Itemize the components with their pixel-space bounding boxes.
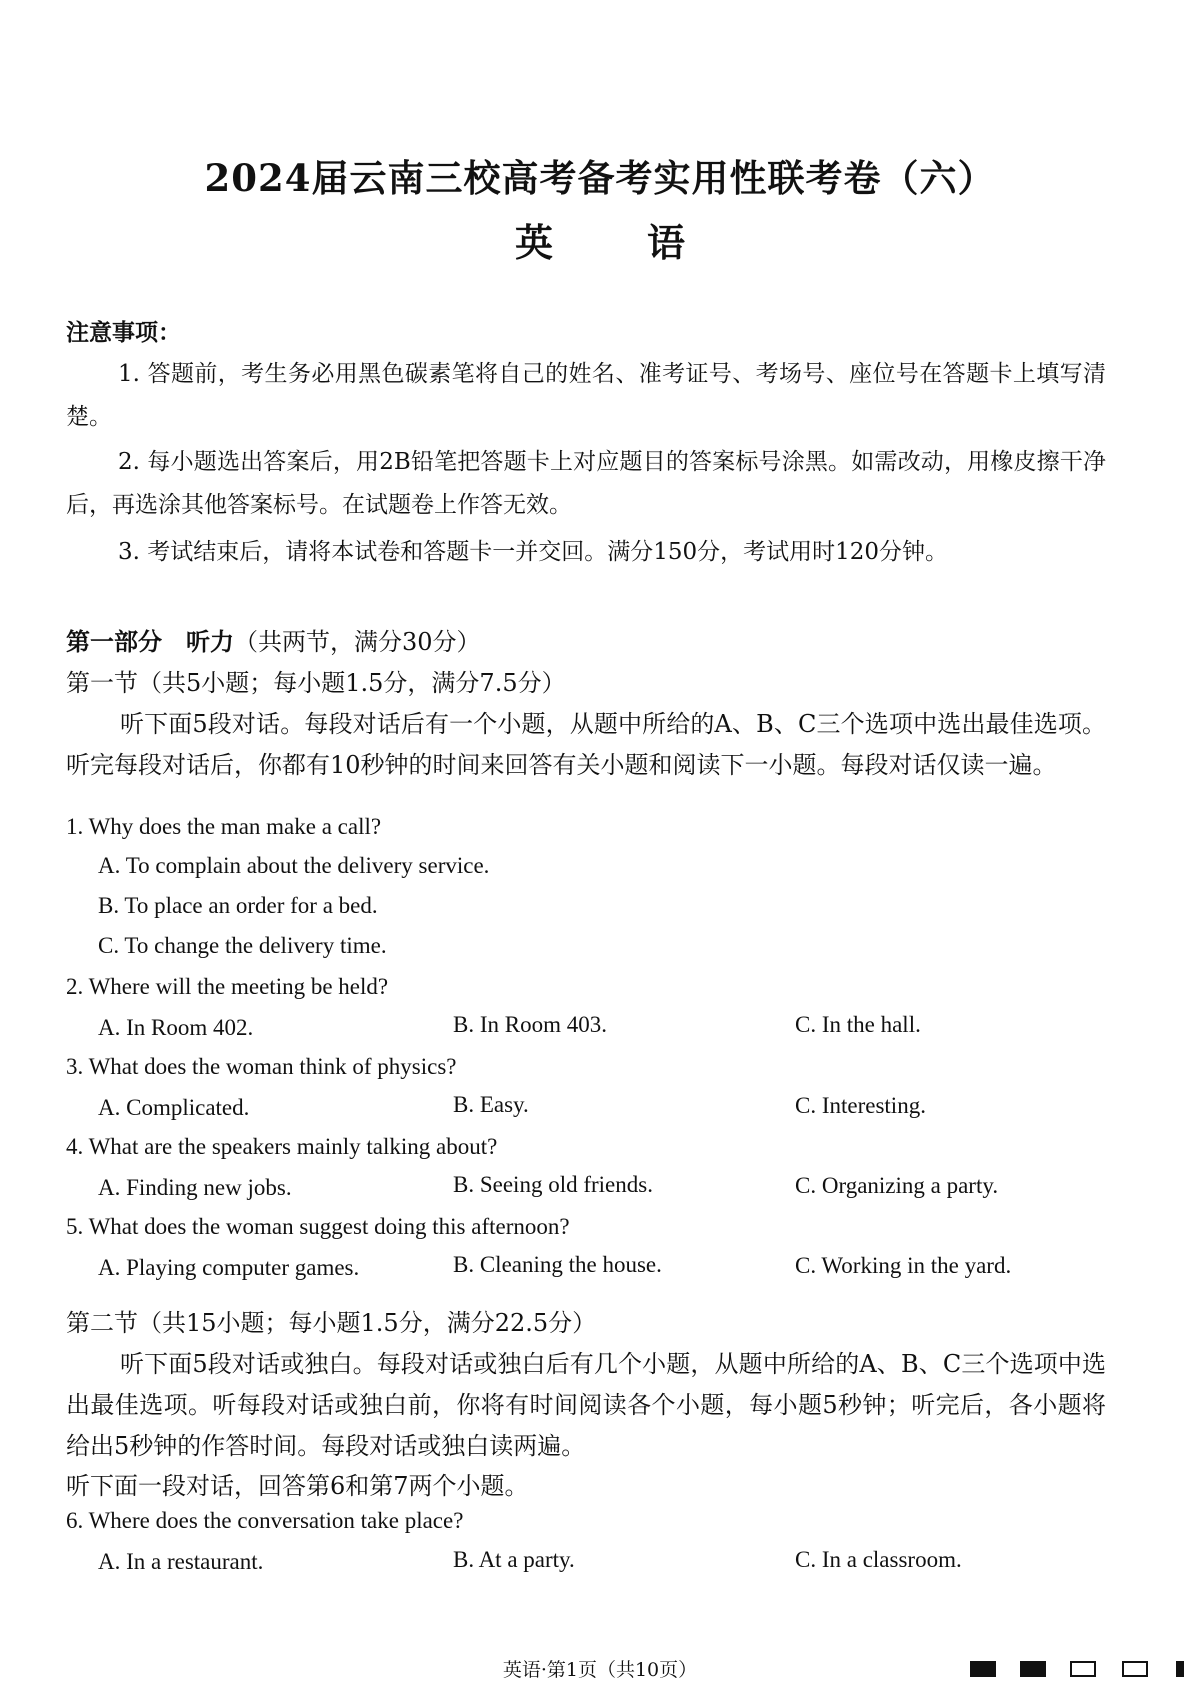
- question-3-option-c: C. Interesting.: [795, 1093, 926, 1118]
- question-6-stem: 6. Where does the conversation take place?: [66, 1508, 464, 1533]
- question-5-stem: 5. What does the woman suggest doing this afternoon?: [66, 1214, 570, 1239]
- question-6-option-b: B. At a party.: [453, 1547, 575, 1572]
- question-1-option-a: A. To complain about the delivery service.: [98, 853, 490, 878]
- part1-heading: [66, 622, 481, 657]
- question-3-option-a: A. Complicated.: [98, 1095, 250, 1120]
- section1-heading: 第一节（共5小题；每小题1.5分，满分7.5分）: [66, 669, 566, 697]
- question-1-option-b: B. To place an order for a bed.: [98, 893, 378, 918]
- question-2-stem: 2. Where will the meeting be held?: [66, 974, 389, 999]
- question-2-option-c: C. In the hall.: [795, 1012, 921, 1037]
- question-6-option-a: A. In a restaurant.: [98, 1549, 264, 1574]
- section2-instructions: 听下面5段对话或独白。每段对话或独白后有几个小题，从题中所给的A、B、C三个选项中选出最佳选项。听每段对话或独白前，你将有时间阅读各个小题，每小题5秒钟；听完后，各小题将给出5秒钟的作答时间。每段对话或独白读两遍。: [66, 1350, 1106, 1460]
- scan-marks: [970, 1661, 1190, 1677]
- question-5-option-c: C. Working in the yard.: [795, 1253, 1012, 1278]
- question-4-option-c: C. Organizing a party.: [795, 1173, 999, 1198]
- section2-heading: 第二节（共15小题；每小题1.5分，满分22.5分）: [66, 1309, 597, 1337]
- part1-title: 第一部分 听力: [66, 627, 234, 656]
- page-footer: 英语·第1页（共10页）: [502, 1659, 698, 1681]
- scan-mark-3: [1070, 1661, 1096, 1677]
- listen-prompt: 听下面一段对话，回答第6和第7两个小题。: [66, 1472, 529, 1500]
- note-item-3: 3. 考试结束后，请将本试卷和答题卡一并交回。满分150分，考试用时120分钟。: [118, 539, 949, 565]
- question-4-stem: 4. What are the speakers mainly talking about?: [66, 1134, 498, 1159]
- note-item-2: 2. 每小题选出答案后，用2B铅笔把答题卡上对应题目的答案标号涂黑。如需改动，用橡皮擦干净后，再选涂其他答案标号。在试题卷上作答无效。: [66, 449, 1106, 518]
- note-item-1: 1. 答题前，考生务必用黑色碳素笔将自己的姓名、准考证号、考场号、座位号在答题卡上填写清楚。: [66, 361, 1106, 430]
- question-3-stem: 3. What does the woman think of physics?: [66, 1054, 457, 1079]
- scan-mark-1: [970, 1661, 996, 1677]
- scan-mark-5: [1176, 1661, 1184, 1677]
- question-1-stem: 1. Why does the man make a call?: [66, 814, 382, 839]
- scan-mark-4: [1122, 1661, 1148, 1677]
- exam-title: 2024届云南三校高考备考实用性联考卷（六）: [204, 156, 996, 200]
- question-5-option-a: A. Playing computer games.: [98, 1255, 360, 1280]
- question-4-option-b: B. Seeing old friends.: [453, 1172, 653, 1197]
- question-5-option-b: B. Cleaning the house.: [453, 1252, 662, 1277]
- question-2-option-a: A. In Room 402.: [98, 1015, 254, 1040]
- notes-heading: 注意事项：: [66, 319, 181, 346]
- question-2-option-b: B. In Room 403.: [453, 1012, 607, 1037]
- question-6-option-c: C. In a classroom.: [795, 1547, 962, 1572]
- scan-mark-2: [1020, 1661, 1046, 1677]
- question-4-option-a: A. Finding new jobs.: [98, 1175, 292, 1200]
- question-3-option-b: B. Easy.: [453, 1092, 529, 1117]
- question-1-option-c: C. To change the delivery time.: [98, 933, 387, 958]
- part1-note: （共两节，满分30分）: [234, 628, 481, 656]
- section1-instructions: 听下面5段对话。每段对话后有一个小题，从题中所给的A、B、C三个选项中选出最佳选项。听完每段对话后，你都有10秒钟的时间来回答有关小题和阅读下一小题。每段对话仅读一遍。: [66, 710, 1106, 779]
- subject-title: 英 语: [514, 220, 713, 265]
